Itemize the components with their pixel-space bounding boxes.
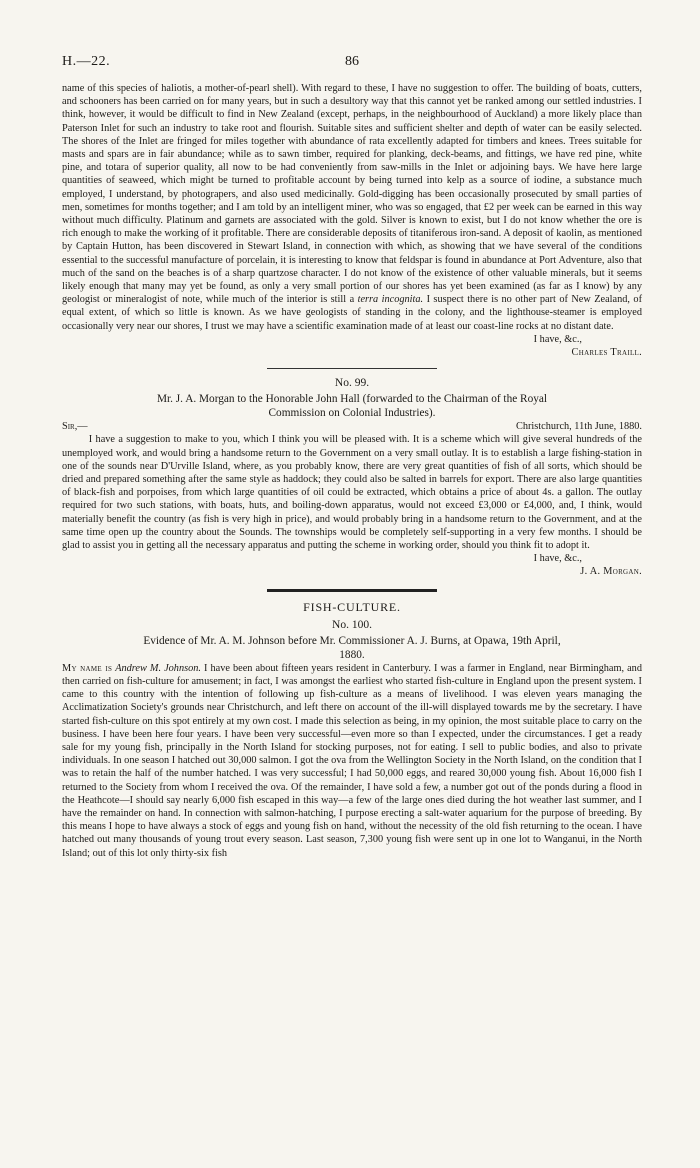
- doc100-body: [62, 662, 642, 860]
- doc100-title-line-2: 1880.: [339, 648, 365, 661]
- page-content: [62, 82, 642, 860]
- signature-1: Charles Traill.: [571, 347, 642, 359]
- doc99-closing: I have, &c.,: [533, 553, 582, 565]
- doc99-title-line-1: Mr. J. A. Morgan to the Honorable John Hall (forwarded to the Chairman of the Royal: [156, 393, 548, 406]
- intro-text: name of this species of haliotis, a mother-of-pearl shell). With regard to these, I have no suggestion to offer. The building of boats, cutters, and schooners has been carried on for many years, but in such a desultory way that this cannot yet be ranked among our settled industries. I think, however, it would be difficult to find in New Zealand (except, perhaps, in the neighbourhood of Auckland) a more likely place than Paterson Inlet for such an industry to take root and flourish. Suitable sites and sufficient shelter and depth of water can be easily selected. The shores of the Inlet are fringed for miles together with abundance of rata excellently adapted for timbers and knees. Trees suitable for masts and spars are in fair abundance; while as to sawn timber, required for planking, deck-beams, and fittings, we have red pine, white pine, and totara of superior quality, all now to be had conveniently from saw-mills in the Inlet or adjoining bays. We have here large quantities of seaweed, which might be turned to profitable account by being turned into kelp as a source of iodine, a substance much employed, I understand, by photograpers, and also used medicinally. Gold-digging has been occasionally prosecuted by small parties of men, sometimes for months together; and I am told by an intelligent miner, who was so engaged, that £2 per week can be earned in this way without much difficulty. Platinum and garnets are associated with the gold. Silver is known to exist, but I do not know whether the ore is rich enough to make the working of it profitable. There are considerable deposits of titaniferous iron-sand. A deposit of kaolin, as mentioned by Captain Hutton, has been discovered in Stewart Island, in connection with which, as showing that we have several of the conditions essential to the successful manufacture of porcelain, it is interesting to know that feldspar is found in abundance at Port Adventure, also that much of the sand on the beaches is of a sharp quartzose character. I do not know of the existence of other valuable minerals, but it seems likely enough that many may yet be found, as only a very small portion of our shores has yet been examined (as far as I know) by any geologist or mineralogist of note, while much of the interior is still a: [62, 83, 642, 306]
- doc100-title-line-1: Evidence of Mr. A. M. Johnson before Mr. Commissioner A. J. Burns, at Opawa, 19th April,: [143, 634, 561, 647]
- doc99-signature: J. A. Morgan.: [580, 566, 642, 578]
- doc99-title-line-2: Commission on Colonial Industries).: [268, 407, 436, 420]
- doc99-number: No. 99.: [334, 377, 370, 390]
- intro-paragraph: [62, 82, 642, 333]
- intro-italic-phrase: terra incognita.: [357, 294, 424, 306]
- page-header: [62, 54, 642, 74]
- doc99-place-date: Christchurch, 11th June, 1880.: [515, 421, 642, 433]
- doc100-witness-name: Andrew M. Johnson.: [115, 662, 201, 674]
- doc99-body: I have a suggestion to make to you, which I think you will be pleased with. It is a scheme which will give several hundreds of the unemployed work, and would bring a handsome return to the Government on a very small outlay. It is to establish a large fishing-station in one of the sounds near D'Urville Island, where, as you probably know, there are very great quantities of fish of all sorts, which should be dried and prepared something after the same style as haddock; they could also be salted in barrels for export. There are also large quantities of black-fish and porpoises, from which large quantities of oil could be extracted, which obtains a price of about 4s. a gallon. The outlay required for two such stations, with boats, huts, and boiling-down apparatus, would not exceed £3,000 or £4,000, and, I think, would materially benefit the country (as fish is very high in price), and would probably bring in a handsome return to the Government, and at the same time open up the country about the Sounds. The townships would be completely self-supporting in a very few months. I should be glad to assist you in getting all the necessary apparatus and putting the scheme in working order, should you think fit to adopt it.: [62, 434, 642, 552]
- doc100-body-lead: My name is: [62, 662, 113, 674]
- section-divider-1: [267, 368, 437, 369]
- doc100-body-text: I have been about fifteen years resident in Canterbury. I was a farmer in England, near Birmingham, and then carried on fish-culture for amusement; in fact, I was amongst the earliest who started fish-culture in England upon the present system. I came to this country with the intention of following up fish-culture as a means of livelihood. I was eleven years managing the Acclimatization Society's grounds near Christchurch, and left there on account of the ill-will displayed towards me by the secretary. I have started fish-culture on this spot entirely at my own cost. I made this selection as being, in my opinion, the most suitable place to carry on the business. I have been here four years. I have been very successful—even more so than I expected, under the circumstances. I get a ready sale for my young fish, principally in the North Island for stocking purposes, not for eating. I sell to public bodies, and also to private individuals. In one season I hatched out 30,000 salmon. I got the ova from the Wellington Society in the North Island, on the condition that I was to retain the half of the number hatched. I was very successful; I had 50,000 eggs, and reared 30,000 young fish. About 16,000 fish I returned to the Society from whom I received the ova. Of the remainder, I have sold a few, a number got out of the ponds during a flood in the Heathcote—I should say nearly 6,000 fish escaped in this way—a few of the large ones died during the hot weather last summer, and I have the remainder on hand. In connection with salmon-hatching, I purpose erecting a salt-water aquarium for the purpose of breeding. By this means I hope to have always a stock of eggs and young fish on hand, without the necessity of the old fish returning to the ocean. I have hatched out many thousands of young trout every season. Last season, 7,300 young fish were sent up in one lot to Wanganui, in the North Island; out of this lot only thirty-six fish: [62, 662, 642, 859]
- intro-text-end: I suspect there is no other part of New Zealand, of equal extent, of which so little is known. As we have geologists of standing in the colony, and the lighthouse-steamer is employed occasionally very near our shores, I trust we may have a scientific examination made of at least our coast-line rocks at no distant date.: [62, 294, 642, 332]
- doc99-salutation-row: [62, 420, 642, 433]
- section-title: FISH-CULTURE.: [303, 599, 401, 614]
- doc99-salutation: Sir,—: [62, 421, 88, 433]
- section-divider-2: [267, 589, 437, 592]
- closing-1: I have, &c.,: [533, 333, 582, 345]
- document-reference: H.—22.: [62, 54, 111, 69]
- doc100-number: No. 100.: [332, 618, 372, 631]
- page-number: 86: [345, 54, 359, 69]
